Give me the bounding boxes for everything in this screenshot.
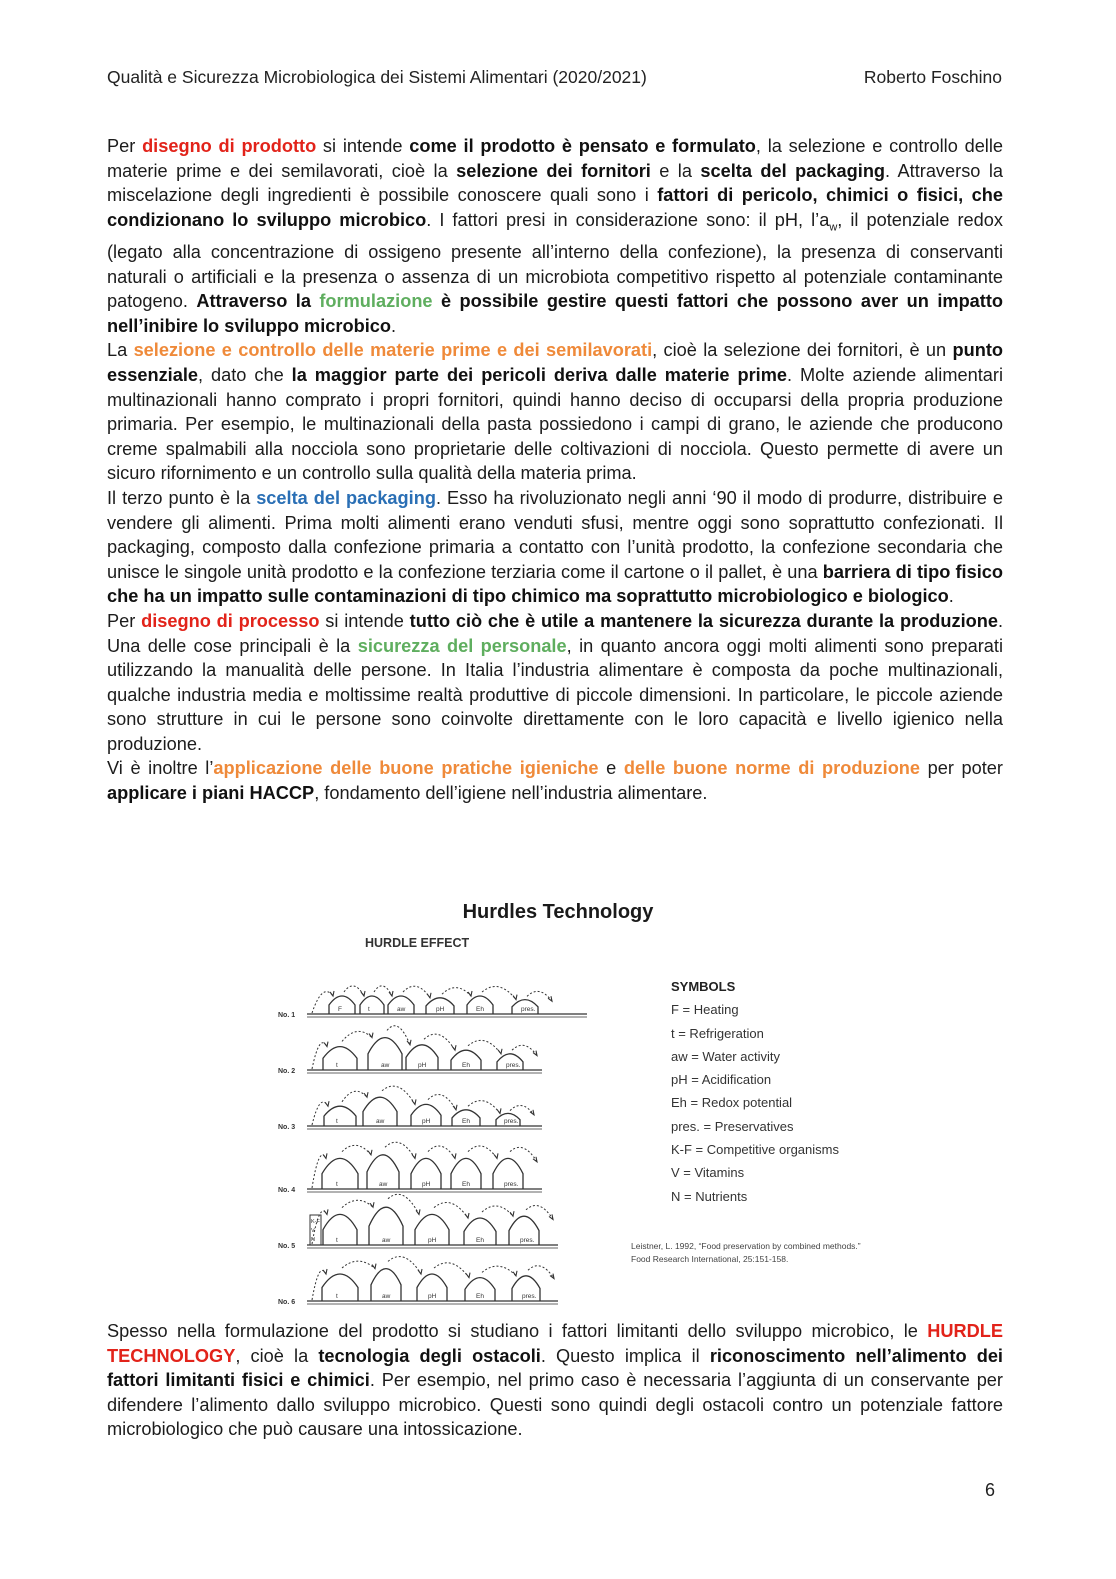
text-run: si intende [319,610,410,631]
jump-arrowhead [510,1211,514,1216]
citation-line-1: Leistner, L. 1992, “Food preservation by combined methods.” [631,1241,861,1251]
microbe-jump-arc [342,1031,372,1041]
hurdle-label: t [336,1062,338,1069]
page-header [107,67,1002,88]
microbe-jump-arc [428,1094,456,1109]
highlight-term: disegno di prodotto [142,136,317,156]
bold-term: è possibile gestire questi fattori che possono aver un impatto nell’inibire lo sviluppo microbico [107,291,1004,336]
hurdle-label: pres. [506,1062,521,1069]
symbol-competitive: K-F = Competitive organisms [671,1142,839,1158]
symbols-title: SYMBOLS [671,979,736,994]
text-run: . Molte aziende alimentari multinazionali hanno comprato i propri fornitori, quindi hanno deciso di occuparsi della propria produzione primaria. Per esempio, le multinazionali della pasta possiedono i campi di grano, le aziende che producono creme spalmabili alla nocciola sono proprietarie delle coltivazioni di nocciola. Questo permette di avere un sicuro rifornimento e un controllo sulla qualità della materia prima. [107,364,1003,484]
jump-arrowhead [513,995,517,1000]
microbe-jump-arc [374,986,392,996]
microbe-jump-arc [385,1142,415,1158]
microbe-jump-arc [528,1266,554,1279]
figure-title: Hurdles Technology [462,901,654,923]
jump-arrowhead [323,1153,327,1158]
symbol-acidification: pH = Acidification [671,1072,772,1088]
text-run: Vi è inoltre l’ [107,758,214,779]
microbe-jump-arc [512,1045,537,1055]
text-run: . I fattori presi in considerazione sono: il pH, l’a [426,209,830,230]
bold-term: come il prodotto è pensato e formulato [409,136,756,156]
bold-term: applicare i piani HACCP [107,783,315,804]
microbe-jump-arc [387,1026,410,1045]
bold-term: selezione dei fornitori [456,160,651,181]
bold-term: barriera di tipo fisico che ha un impatto sulle contaminazioni di tipo chimico ma soprattutto microbiologico e biologico [107,561,1003,607]
symbol-nutrients: N = Nutrients [671,1188,748,1204]
hurdle-label: F [338,1006,342,1013]
diagram-subtitle: HURDLE EFFECT [365,936,470,950]
text-run: , il potenziale redox (legato alla concentrazione di ossigeno presente all’interno della confezione), la presenza di conservanti naturali o artificiali e la presenza o assenza di un microbiota competitivo rispetto al potenziale contaminante patogeno. [107,209,1003,312]
bold-term: scelta del packaging [700,160,886,181]
symbol-redox: Eh = Redox potential [671,1095,793,1111]
microbe-jump-arc [526,1206,553,1220]
bold-term: tecnologia degli ostacoli [318,1345,541,1366]
citation-line-2: Food Research International, 25:151-158. [631,1254,789,1264]
jump-arrowhead [368,1150,372,1155]
text-run: Per [107,136,143,156]
hurdle-shape [329,996,355,1014]
hurdle-label: Eh [476,1237,484,1244]
text-run: , cioè la [235,1345,319,1366]
hurdle-label: pres. [504,1181,519,1188]
microbe-jump-arc [482,986,516,999]
hurdle-shape [324,1106,356,1126]
hurdle-shape [322,1158,358,1189]
hurdle-label: Eh [462,1118,470,1125]
microbe-jump-arc [342,1145,371,1154]
microbe-jump-arc [482,1266,516,1276]
microbe-jump-arc [434,1263,469,1278]
highlight-term: applicazione delle buone pratiche igieniche [213,758,599,779]
hurdle-label: aw [379,1181,388,1188]
microbe-jump-arc [388,1194,419,1214]
header-author: Roberto Foschino [863,67,1002,87]
row-label: No. 1 [278,1012,296,1019]
hurdle-label: Eh [462,1062,470,1069]
jump-arrowhead [364,1092,368,1097]
hurdle-label: t [336,1237,338,1244]
hurdle-shape [323,1047,357,1070]
jump-arrowhead [427,993,431,998]
hurdle-label: pH [418,1062,427,1069]
hurdle-label: aw [397,1006,406,1013]
jump-arrowhead [513,1271,517,1276]
row-label: No. 4 [278,1187,296,1194]
jump-arrowhead [330,991,334,996]
highlight-term: delle buone norme di produzione [623,758,921,779]
hurdle-label: t [336,1118,338,1125]
highlight-term: selezione e controllo delle materie prime e dei semilavorati [133,340,653,361]
bold-term: tutto ciò che è utile a mantenere la sicurezza durante la produzione [409,610,998,631]
text-run: . Una delle cose principali è la [107,610,1004,656]
hurdle-label: Eh [462,1181,470,1188]
microbe-jump-arc [424,1034,455,1050]
paragraph-hurdle-technology [107,1319,1003,1442]
microbe-jump-arc [382,1086,415,1104]
text-run: , la selezione e controllo delle materie prime e dei semilavorati, cioè la [107,136,1004,181]
bold-term: riconoscimento nell’alimento dei fattori limitanti fisici e chimici [107,1345,1003,1391]
microbe-jump-arc [312,992,333,1013]
text-run: . Questo implica il [540,1345,710,1366]
hurdle-shape [323,1214,357,1245]
text-run: Il terzo punto è la [107,487,257,508]
jump-arrowhead [498,1049,502,1054]
hurdle-label: pH [436,1006,445,1013]
header-course-title: Qualità e Sicurezza Microbiologica dei Sistemi Alimentari (2020/2021) [107,67,647,87]
bold-term: punto essenziale [107,340,1003,385]
paragraph-raw-materials [107,338,1003,486]
microbe-jump-arc [344,986,364,996]
hurdle-label: pH [422,1181,431,1188]
text-run: si intende [316,136,410,156]
paragraph-process-design [107,609,1003,757]
highlight-term: formulazione [319,291,433,312]
bold-term: la maggior parte dei pericoli deriva dalle materie prime [291,364,788,385]
text-run: . Per esempio, nel primo caso è necessaria l’aggiunta di un conservante per difendere l’alimento dallo sviluppo microbico. Questi sono quindi degli ostacoli contro un potenziale fattore microbiologico che può causare una intossicazione. [107,1370,1003,1440]
jump-arrowhead [466,1273,470,1278]
highlight-term: scelta del packaging [256,487,436,508]
paragraph-haccp [107,756,1003,805]
subscript: w [829,221,838,234]
text-run: e la [650,160,701,181]
text-run: . Esso ha rivoluzionato negli anni ‘90 il modo di produrre, distribuire e vendere gli alimenti. Prima molti alimenti erano venduti sfusi, mentre oggi sono soprattutto confezionati. Il packaging, composto dalla confezione primaria a contatto con l’unità prodotto, la confezione secondaria che unisce le singole unità prodotto e la confezione terziaria come il cartone o il pallet, è una [107,487,1004,582]
hurdle-label: t [368,1006,370,1013]
microbe-jump-arc [342,1261,375,1268]
text-run: . [948,586,954,607]
hurdle-label: Eh [476,1006,484,1013]
hurdle-label: Eh [476,1293,484,1300]
microbe-jump-arc [510,1147,537,1161]
jump-arrowhead [323,1269,327,1274]
text-run: , dato che [198,364,292,385]
hurdle-shape [322,1274,358,1301]
hurdle-label: pH [428,1237,437,1244]
microbe-jump-arc [482,1206,513,1216]
factor-stack-label: K-F [311,1219,320,1225]
jump-arrowhead [465,1213,469,1218]
text-run: Per [107,610,142,631]
hurdle-label: pres. [521,1006,536,1013]
text-run: , in quanto ancora oggi molti alimenti sono preparati utilizzando la manualità delle persone. In Italia l’industria alimentare è composta da poche multinazionali, qualche industria media e moltissime realtà produttive di piccole dimensioni. In particolare, le piccole aziende sono strutture in cui le persone sono coinvolte direttamente con le loro capacità e livello igienico nella produzione. [107,635,1003,754]
microbe-jump-arc [442,988,471,996]
hurdle-label: aw [382,1237,391,1244]
main-text [107,134,1003,806]
jump-arrowhead [324,1042,328,1047]
factor-stack-label: V [311,1228,315,1234]
hurdle-label: pH [428,1293,437,1300]
microbe-jump-arc [468,1146,497,1158]
text-run: La [107,340,134,361]
symbol-vitamins: V = Vitamins [671,1165,745,1181]
text-run: , fondamento dell’igiene nell’industria alimentare. [314,783,708,804]
jump-arrowhead [370,1202,374,1207]
jump-arrowhead [372,1264,376,1269]
hurdle-label: pres. [520,1237,535,1244]
microbe-jump-arc [428,1146,455,1158]
paragraph-packaging [107,486,1003,609]
jump-arrowhead [452,1153,456,1158]
hurdle-label: t [336,1293,338,1300]
jump-arrowhead [325,1101,329,1106]
jump-arrowhead [497,1108,501,1113]
jump-arrowhead [468,991,472,996]
paragraph-product-design [107,134,1003,338]
text-run: e [598,758,624,779]
highlight-term: disegno di processo [141,610,320,631]
figure-citation [631,1240,861,1266]
highlight-term: sicurezza del personale [357,635,567,656]
symbol-preservatives: pres. = Preservatives [671,1118,794,1134]
microbe-jump-arc [342,1091,367,1102]
factor-stack-label: N [311,1237,315,1243]
symbol-water-activity: aw = Water activity [671,1048,780,1064]
hurdle-label: pH [422,1118,431,1125]
hurdle-label: aw [382,1293,391,1300]
text-run: . Attraverso la miscelazione degli ingredienti è possibile conoscere quali sono i [107,160,1003,206]
row-label: No. 3 [278,1124,296,1131]
hurdle-label: aw [376,1118,385,1125]
symbols-legend [671,975,839,1208]
hurdle-label: pres. [522,1293,537,1300]
text-run: . [390,315,397,336]
microbe-jump-arc [510,1105,534,1114]
hurdle-label: aw [381,1062,390,1069]
row-label: No. 5 [278,1243,296,1250]
microbe-jump-arc [434,1202,468,1218]
jump-arrowhead [324,1209,328,1214]
highlight-term: HURDLE TECHNOLOGY [107,1321,1003,1366]
jump-arrowhead [452,1045,456,1050]
hurdle-label: t [336,1181,338,1188]
row-label: No. 2 [278,1068,296,1075]
text-run: per poter [920,758,1003,779]
text-run: Spesso nella formulazione del prodotto si studiano i fattori limitanti dello sviluppo microbico, le [107,1321,928,1341]
jump-arrowhead [494,1153,498,1158]
row-label: No. 6 [278,1299,296,1306]
hurdle-label: pres. [504,1118,519,1125]
bold-term: Attraverso la [196,291,320,312]
microbe-jump-arc [342,1200,373,1207]
hurdle-text [107,1319,1003,1442]
microbe-jump-arc [403,986,430,998]
jump-arrowhead [369,1033,373,1038]
page-number: 6 [985,1480,996,1500]
hurdle-shape [360,996,384,1014]
symbol-refrigeration: t = Refrigeration [671,1025,764,1041]
symbol-heating: F = Heating [671,1002,739,1018]
hurdle-effect-diagram [270,930,610,1315]
text-run: , cioè la selezione dei fornitori, è un [652,340,953,361]
bold-term: fattori di pericolo, chimici o fisici, che condizionano lo sviluppo microbico [107,185,1003,230]
microbe-jump-arc [527,991,552,1001]
